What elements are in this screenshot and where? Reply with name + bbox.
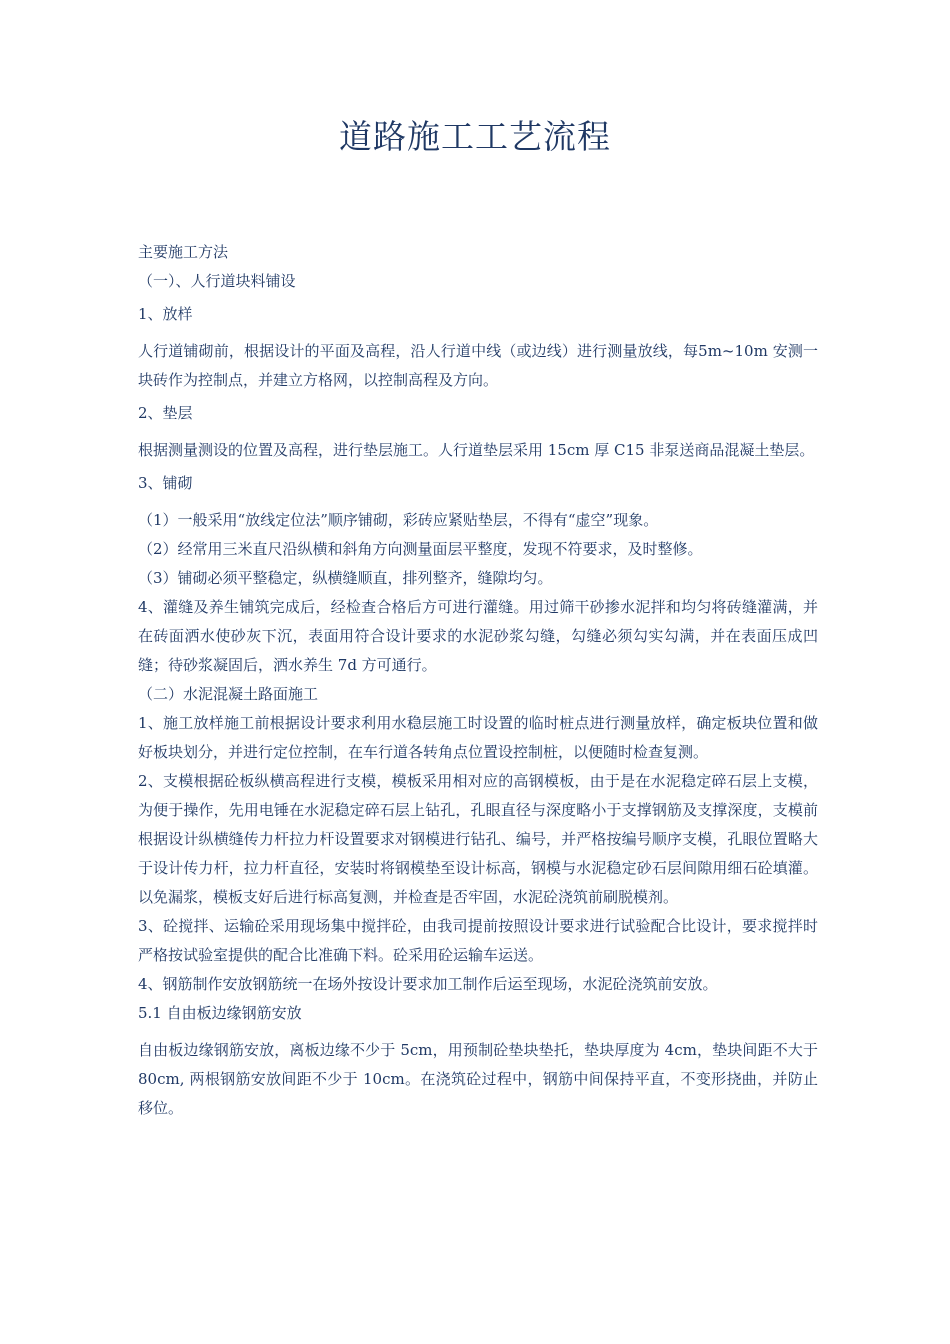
paragraph: 人行道铺砌前，根据设计的平面及高程，沿人行道中线（或边线）进行测量放线，每5m~10m 安测一块砖作为控制点，并建立方格网，以控制高程及方向。 xyxy=(138,342,818,389)
paragraph: 根据测量测设的位置及高程，进行垫层施工。人行道垫层采用 15cm 厚 C15 非泵送商品混凝土垫层。 xyxy=(138,441,815,459)
paragraph: 自由板边缘钢筋安放，离板边缘不少于 5cm，用预制砼垫块垫托，垫块厚度为 4cm，垫块间距不大于 80cm, 两根钢筋安放间距不少于 10cm。在浇筑砼过程中，钢筋中间保持平直，不变形挠曲，并防止移位。 xyxy=(138,1041,818,1117)
document-body xyxy=(138,238,818,1123)
paragraph: 4、钢筋制作安放钢筋统一在场外按设计要求加工制作后运至现场，水泥砼浇筑前安放。 xyxy=(138,975,718,993)
section-heading: 主要施工方法 xyxy=(138,243,229,261)
list-item: （1）一般采用“放线定位法”顺序铺砌，彩砖应紧贴垫层，不得有“虚空”现象。 xyxy=(138,511,659,529)
paragraph: 3、砼搅拌、运输砼采用现场集中搅拌砼，由我司提前按照设计要求进行试验配合比设计，要求搅拌时严格按试验室提供的配合比准确下料。砼采用砼运输车运送。 xyxy=(138,917,818,964)
subsection-heading: （二）水泥混凝土路面施工 xyxy=(138,685,319,703)
list-item: （3）铺砌必须平整稳定，纵横缝顺直，排列整齐，缝隙均匀。 xyxy=(138,569,553,587)
paragraph: 4、灌缝及养生铺筑完成后，经检查合格后方可进行灌缝。用过筛干砂掺水泥拌和均匀将砖缝灌满，并在砖面洒水使砂灰下沉，表面用符合设计要求的水泥砂浆勾缝，勾缝必须勾实勾满，并在表面压成凹缝；待砂浆凝固后，洒水养生 7d 方可通行。 xyxy=(138,598,818,674)
item-heading: 2、垫层 xyxy=(138,404,193,422)
document-title: 道路施工工艺流程 xyxy=(339,117,611,156)
subsection-heading: （一）、人行道块料铺设 xyxy=(138,272,296,290)
item-heading: 3、铺砌 xyxy=(138,474,193,492)
item-heading: 1、放样 xyxy=(138,305,193,323)
paragraph: 1、施工放样施工前根据设计要求利用水稳层施工时设置的临时桩点进行测量放样，确定板块位置和做好板块划分，并进行定位控制，在车行道各转角点位置设控制桩，以便随时检查复测。 xyxy=(138,714,818,761)
list-item: （2）经常用三米直尺沿纵横和斜角方向测量面层平整度，发现不符要求，及时整修。 xyxy=(138,540,703,558)
paragraph: 2、支模根据砼板纵横高程进行支模，模板采用相对应的高钢模板，由于是在水泥稳定碎石层上支模，为便于操作，先用电锤在水泥稳定碎石层上钻孔，孔眼直径与深度略小于支撑钢筋及支撑深度，支模前根据设计纵横缝传力杆拉力杆设置要求对钢模进行钻孔、编号，并严格按编号顺序支模，孔眼位置略大于设计传力杆，拉力杆直径，安装时将钢模垫至设计标高，钢模与水泥稳定砂石层间隙用细石砼填灌。以免漏浆，模板支好后进行标高复测，并检查是否牢固，水泥砼浇筑前刷脱模剂。 xyxy=(138,772,818,906)
item-heading: 5.1 自由板边缘钢筋安放 xyxy=(138,1004,302,1022)
